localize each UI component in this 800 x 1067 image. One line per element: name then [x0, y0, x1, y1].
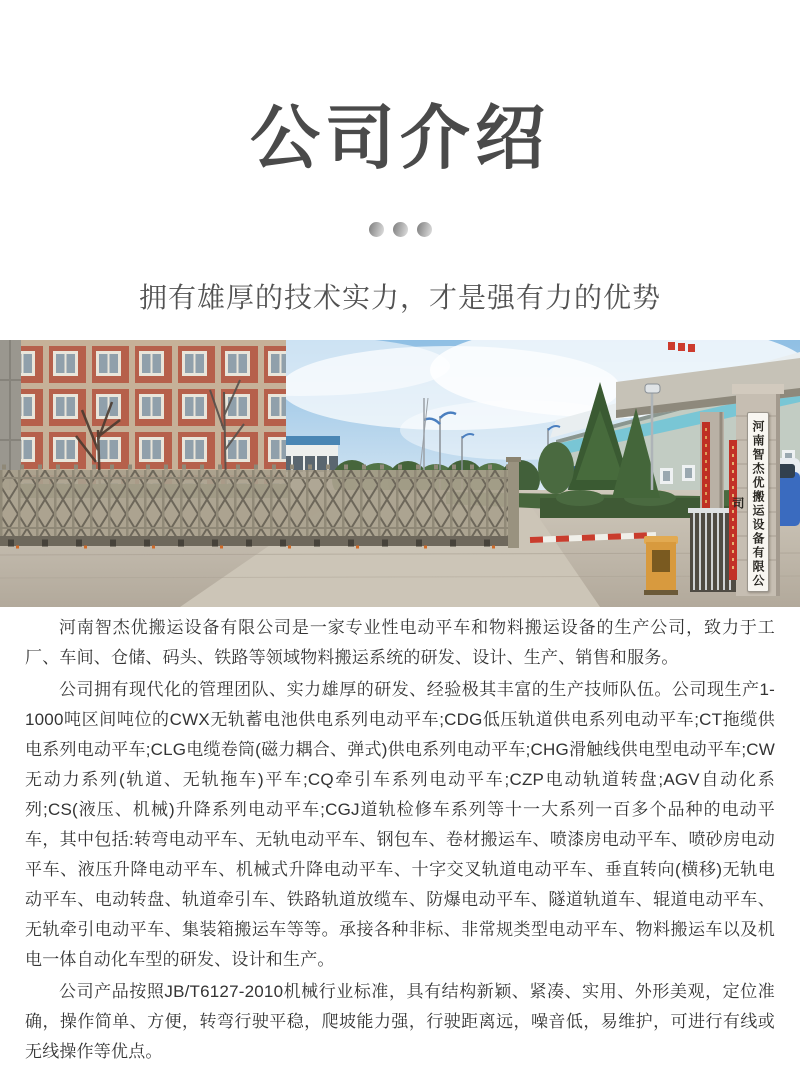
dot-icon [369, 222, 384, 237]
intro-paragraph-1: 河南智杰优搬运设备有限公司是一家专业性电动平车和物料搬运设备的生产公司，致力于工厂、车间、仓储、码头、铁路等领域物料搬运系统的研发、设计、生产、销售和服务。 [25, 618, 775, 667]
page-title: 公司介绍 [250, 99, 550, 177]
intro-paragraph-2: 公司拥有现代化的管理团队、实力雄厚的研发、经验极其丰富的生产技师队伍。公司现生产1-1000吨区间吨位的CWX无轨蓄电池供电系列电动平车;CDG低压轨道供电系列电动平车;CT拖缆供电系列电动平车;CLG电缆卷筒(磁力耦合、弹式)供电系列电动平车;CHG滑触线供电型电动平车;CW无动力系列(轨道、无轨拖车)平车;CQ牵引车系列电动平车;CZP电动轨道转盘;AGV自动化系列;CS(液压、机械)升降系列电动平车;CGJ道轨检修车系列等十一大系列一百多个品种的电动平车，其中包括:转弯电动平车、无轨电动平车、钢包车、卷材搬运车、喷漆房电动平车、喷砂房电动平车、液压升降电动平车、机械式升降电动平车、十字交叉轨道电动平车、垂直转向(横移)无轨电动平车、电动转盘、轨道牵引车、铁路轨道放缆车、防爆电动平车、隧道轨道车、辊道电动平车、无轨牵引电动平车、集装箱搬运车等等。承接各种非标、非常规类型电动平车、物料搬运车以及机电一体自动化车型的研发、设计和生产。 [25, 680, 775, 969]
section-divider-dots [0, 222, 800, 237]
factory-photo [0, 340, 800, 607]
company-intro-article [0, 606, 800, 1061]
dot-icon [417, 222, 432, 237]
factory-photo-illustration [0, 340, 800, 607]
dot-icon [393, 222, 408, 237]
page-subtitle: 拥有雄厚的技术实力，才是强有力的优势 [138, 282, 661, 313]
intro-paragraph-3: 公司产品按照JB/T6127-2010机械行业标准，具有结构新颖、紧凑、实用、外形美观，定位准确，操作简单、方便，转弯行驶平稳，爬坡能力强，行驶距离远，噪音低，易维护，可进行有线或无线操作等优点。 [25, 982, 775, 1061]
gate-sign: 河南智杰优搬运设备有限公司 [747, 412, 769, 592]
